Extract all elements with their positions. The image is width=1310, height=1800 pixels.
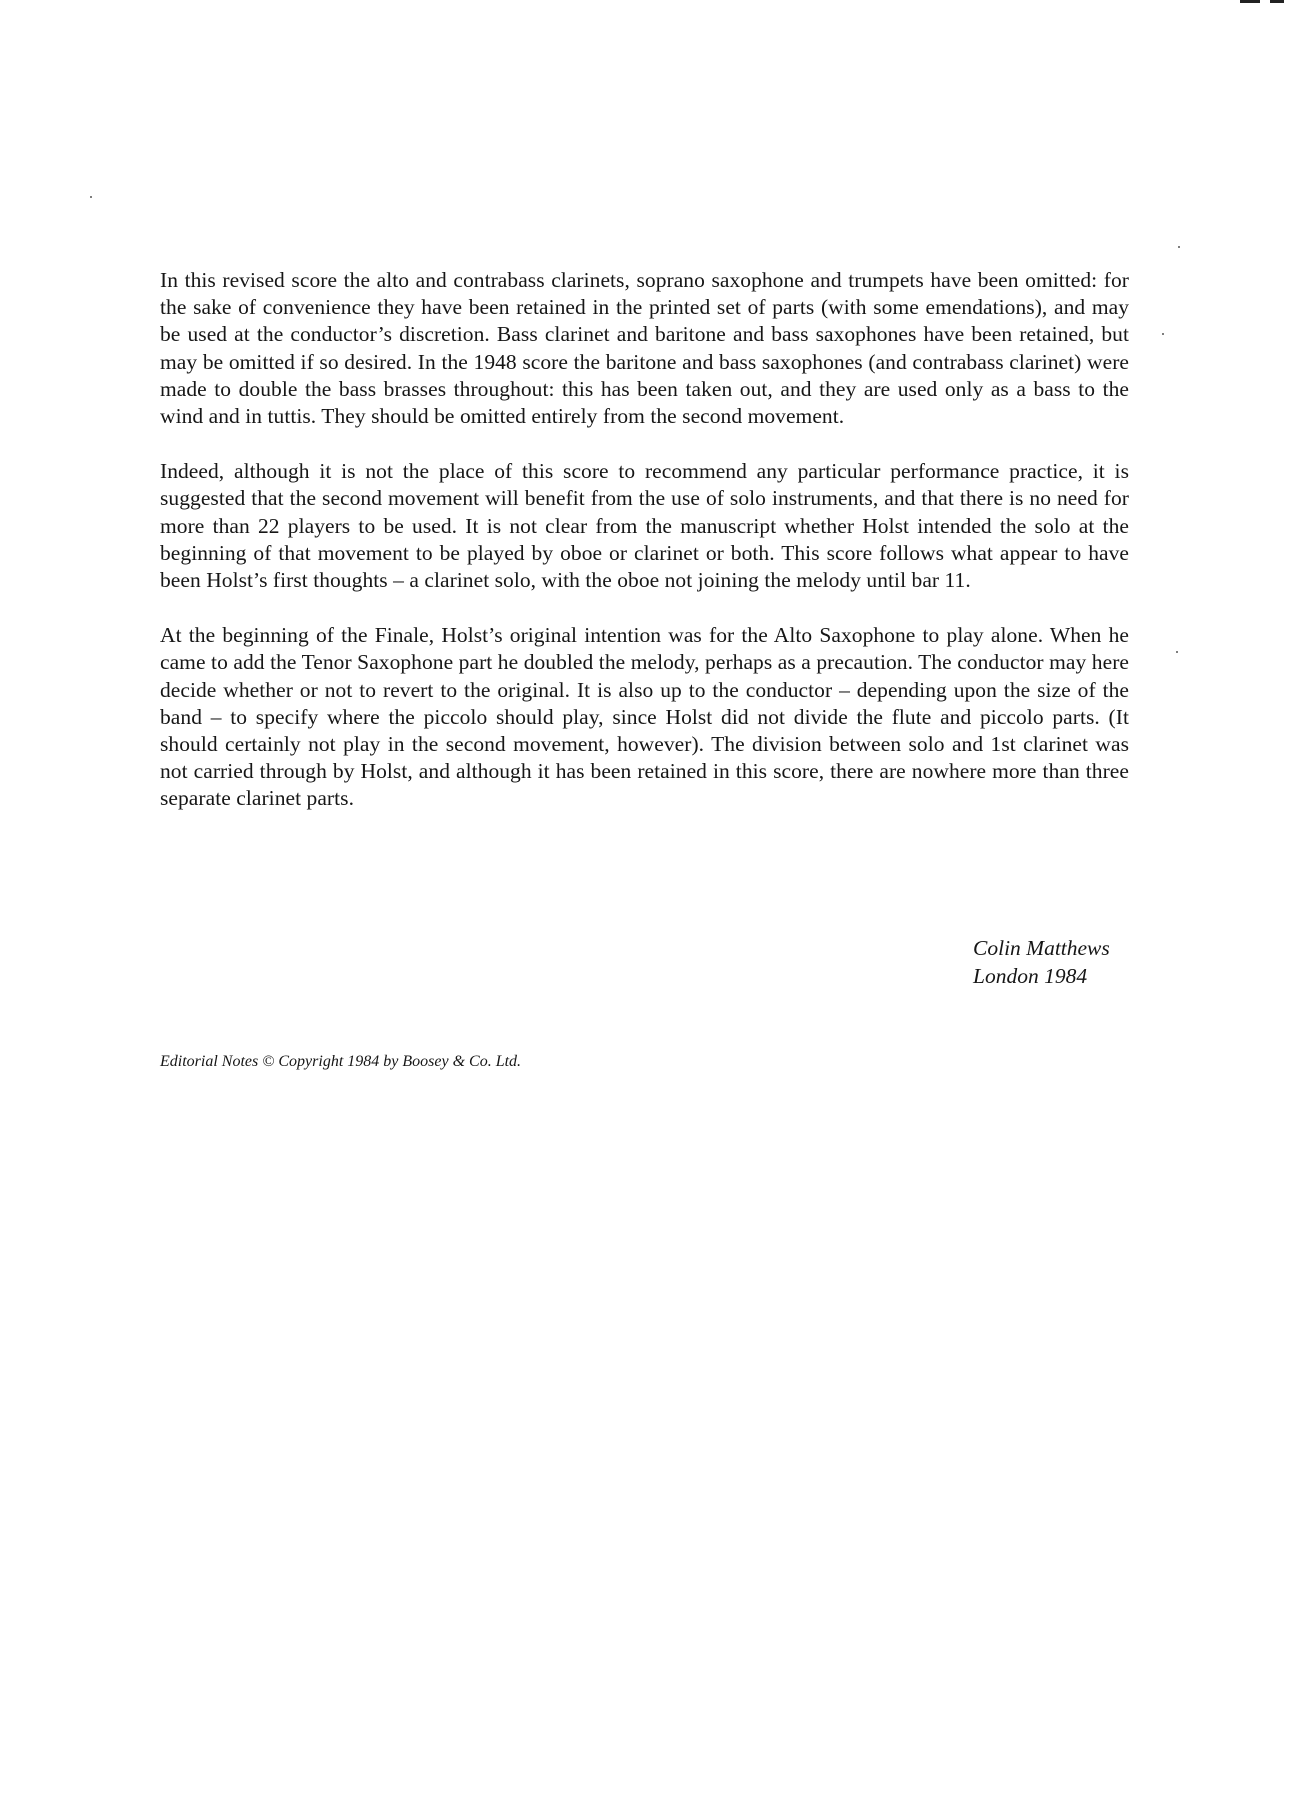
scan-speck <box>1162 333 1164 335</box>
place-date: London 1984 <box>973 963 1088 988</box>
scan-speck <box>90 196 92 198</box>
paragraph: At the beginning of the Finale, Holst’s original intention was for the Alto Saxophone to play alone. When he came to add the Tenor Saxophone part he doubled the melody, perhaps as a precaution. The conductor may here decide whether or not to revert to the original. It is also up to the conductor – depending upon the size of the band – to specify where the piccolo should play, since Holst did not divide the flute and piccolo parts. (It should certainly not play in the second movement, however). The division between solo and 1st clarinet was not carried through by Holst, and although it has been retained in this score, there are nowhere more than three separate clarinet parts. <box>160 623 1129 811</box>
scan-speck <box>1176 651 1178 653</box>
scan-speck <box>1178 246 1180 248</box>
signature-block <box>973 935 1110 990</box>
paragraph: Indeed, although it is not the place of this score to recommend any particular performance practice, it is suggested that the second movement will benefit from the use of solo instruments, and that there is no need for more than 22 players to be used. It is not clear from the manuscript whether Holst intended the solo at the beginning of that movement to be played by oboe or clarinet or both. This score follows what appear to have been Holst’s first thoughts – a clarinet solo, with the oboe not joining the melody until bar 11. <box>160 459 1129 593</box>
page-corner-mark <box>1240 0 1290 4</box>
copyright-notice: Editorial Notes © Copyright 1984 by Boosey & Co. Ltd. <box>160 1053 522 1070</box>
paragraph: In this revised score the alto and contrabass clarinets, soprano saxophone and trumpets have been omitted: for the sake of convenience they have been retained in the printed set of parts (with some emendations), and may be used at the conductor’s discretion. Bass clarinet and baritone and bass saxophones have been retained, but may be omitted if so desired. In the 1948 score the baritone and bass saxophones (and contrabass clarinet) were made to double the bass brasses throughout: this has been taken out, and they are used only as a bass to the wind and in tuttis. They should be omitted entirely from the second movement. <box>160 268 1129 429</box>
author-name: Colin Matthews <box>973 936 1110 960</box>
editorial-notes-body <box>160 267 1129 841</box>
